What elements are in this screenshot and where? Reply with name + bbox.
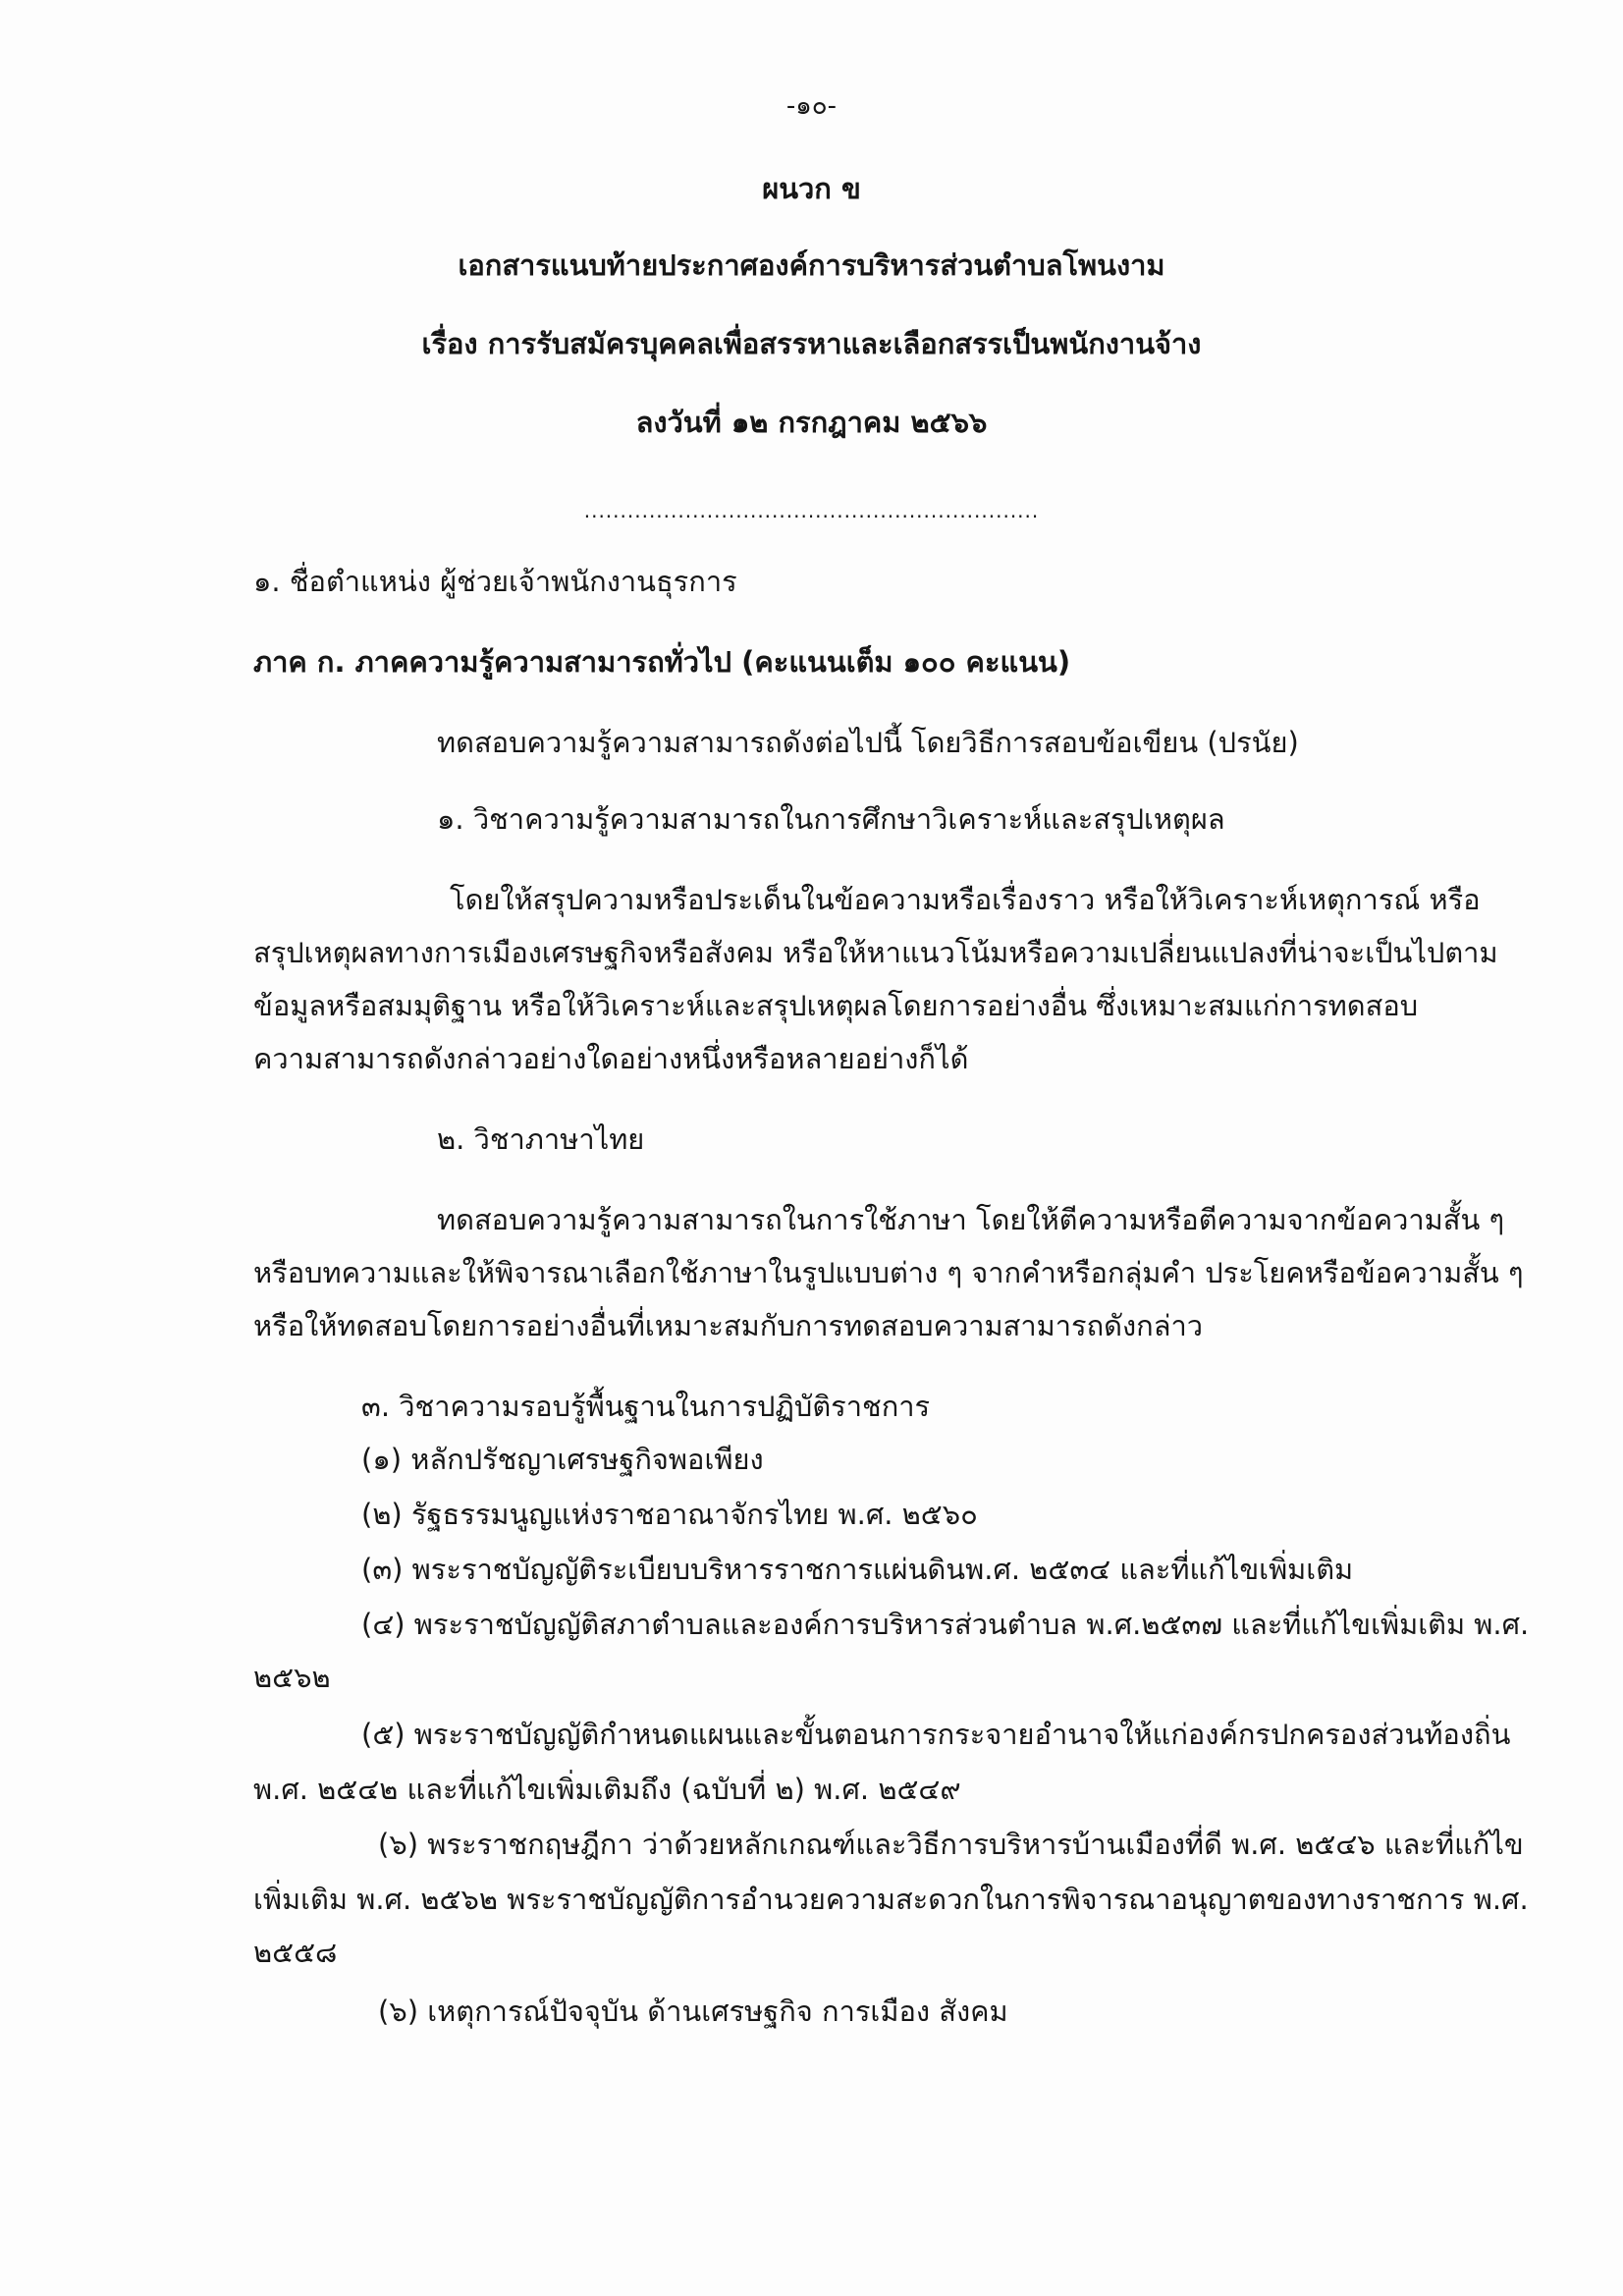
subject-2-line: หรือให้ทดสอบโดยการอย่างอื่นที่เหมาะสมกับการทดสอบความสามารถดังกล่าว — [253, 1309, 1204, 1342]
subject-3-item-continuation: พ.ศ. ๒๕๔๒ และที่แก้ไขเพิ่มเติมถึง (ฉบับที่ ๒) พ.ศ. ๒๕๔๙ — [253, 1773, 961, 1806]
subject-3-item-continuation: ๒๕๕๘ — [253, 1936, 338, 1969]
subject-1-line: ความสามารถดังกล่าวอย่างใดอย่างหนึ่งหรือหลายอย่างก็ได้ — [253, 1042, 969, 1075]
subject-1-line: โดยให้สรุปความหรือประเด็นในข้อความหรือเรื่องราว หรือให้วิเคราะห์เหตุการณ์ หรือ — [450, 883, 1481, 916]
subject-1-line: สรุปเหตุผลทางการเมืองเศรษฐกิจหรือสังคม หรือให้หาแนวโน้มหรือความเปลี่ยนแปลงที่น่าจะเป็นไปตาม — [253, 936, 1498, 969]
subject-3-item: (๒) รัฐธรรมนูญแห่งราชอาณาจักรไทย พ.ศ. ๒๕๖๐ — [361, 1498, 978, 1531]
exam-intro: ทดสอบความรู้ความสามารถดังต่อไปนี้ โดยวิธีการสอบข้อเขียน (ปรนัย) — [437, 726, 1299, 759]
subject-3-item: (๕) พระราชบัญญัติกำหนดแผนและขั้นตอนการกระจายอำนาจให้แก่องค์กรปกครองส่วนท้องถิ่น — [361, 1718, 1511, 1751]
page-number: -๑๐- — [785, 91, 838, 121]
header-separator: ............................................................... — [583, 499, 1040, 522]
subject-3-item: (๖) พระราชกฤษฎีกา ว่าด้วยหลักเกณฑ์และวิธีการบริหารบ้านเมืองที่ดี พ.ศ. ๒๕๔๖ และที่แก้ไข — [378, 1828, 1524, 1861]
subject-3-item-continuation: เพิ่มเติม พ.ศ. ๒๕๖๒ พระราชบัญญัติการอำนวยความสะดวกในการพิจารณาอนุญาตของทางราชการ พ.ศ. — [253, 1883, 1529, 1916]
subject-3-title: ๓. วิชาความรอบรู้พื้นฐานในการปฏิบัติราชการ — [361, 1390, 931, 1423]
subject-3-item: (๖) เหตุการณ์ปัจจุบัน ด้านเศรษฐกิจ การเมือง สังคม — [378, 1995, 1008, 2028]
document-date: ลงวันที่ ๑๒ กรกฎาคม ๒๕๖๖ — [635, 406, 988, 439]
subject-2-title: ๒. วิชาภาษาไทย — [437, 1122, 645, 1156]
subject-2-line: หรือบทความและให้พิจารณาเลือกใช้ภาษาในรูปแบบต่าง ๆ จากคำหรือกลุ่มคำ ประโยคหรือข้อความสั้น ๆ — [253, 1256, 1524, 1289]
document-subject: เรื่อง การรับสมัครบุคคลเพื่อสรรหาและเลือกสรรเป็นพนักงานจ้าง — [421, 327, 1202, 360]
subject-3-item: (๓) พระราชบัญญัติระเบียบบริหารราชการแผ่นดินพ.ศ. ๒๕๓๔ และที่แก้ไขเพิ่มเติม — [361, 1553, 1354, 1586]
subject-3-item: (๔) พระราชบัญญัติสภาตำบลและองค์การบริหารส่วนตำบล พ.ศ.๒๕๓๗ และที่แก้ไขเพิ่มเติม พ.ศ. — [361, 1608, 1530, 1641]
subject-1-line: ข้อมูลหรือสมมุติฐาน หรือให้วิเคราะห์และสรุปเหตุผลโดยการอย่างอื่น ซึ่งเหมาะสมแก่การทดสอบ — [253, 989, 1419, 1022]
subject-3-item: (๑) หลักปรัชญาเศรษฐกิจพอเพียง — [361, 1443, 764, 1476]
position-name: ๑. ชื่อตำแหน่ง ผู้ช่วยเจ้าพนักงานธุรการ — [253, 565, 737, 598]
section-heading: ภาค ก. ภาคความรู้ความสามารถทั่วไป (คะแนนเต็ม ๑๐๐ คะแนน) — [253, 645, 1071, 679]
subject-3-item-continuation: ๒๕๖๒ — [253, 1661, 331, 1694]
subject-2-line: ทดสอบความรู้ความสามารถในการใช้ภาษา โดยให้ตีความหรือตีความจากข้อความสั้น ๆ — [437, 1203, 1505, 1236]
subject-1-title: ๑. วิชาความรู้ความสามารถในการศึกษาวิเคราะห์และสรุปเหตุผล — [437, 802, 1225, 836]
document-title: เอกสารแนบท้ายประกาศองค์การบริหารส่วนตำบลโพนงาม — [458, 248, 1165, 282]
annex-title: ผนวก ข — [762, 172, 861, 205]
